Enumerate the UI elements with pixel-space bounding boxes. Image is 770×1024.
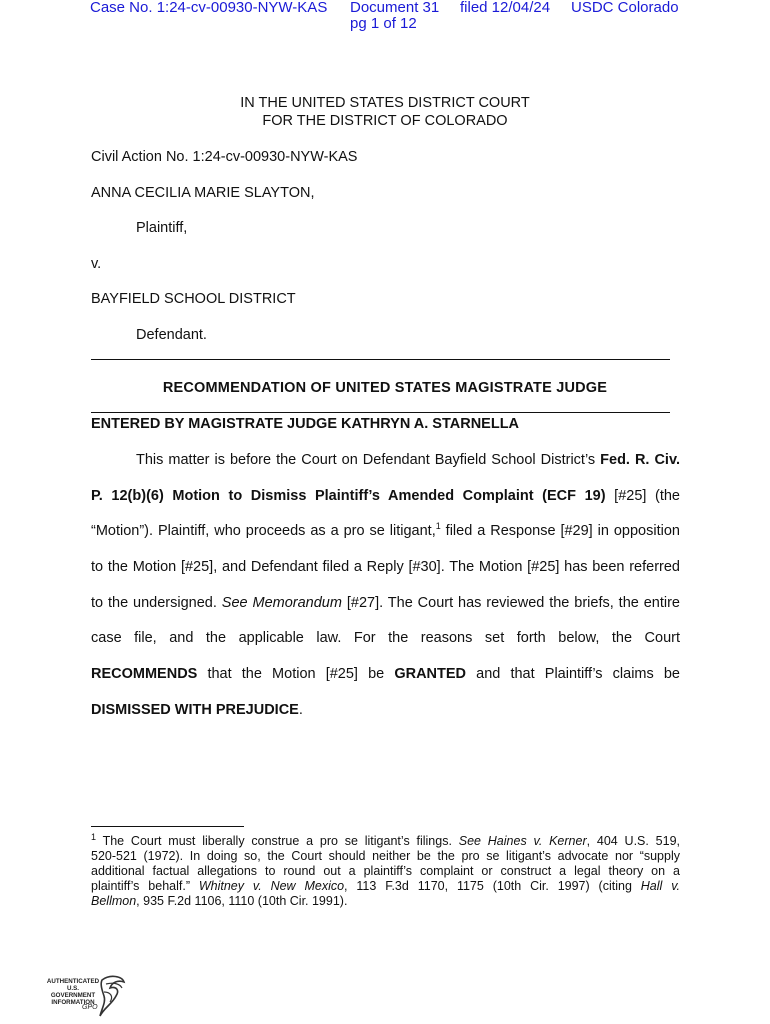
footnote-citation: See Haines v. Kerner [458, 834, 587, 848]
plaintiff-name: ANNA CECILIA MARIE SLAYTON, [91, 185, 315, 201]
footnote-mark: 1 [91, 831, 97, 842]
defendant-name: BAYFIELD SCHOOL DISTRICT [91, 291, 296, 307]
footnote-ref[interactable]: 1 [435, 521, 441, 532]
versus: v. [91, 256, 102, 272]
gpo-authenticated-logo [44, 974, 128, 1018]
footnote [91, 831, 681, 909]
entered-by: ENTERED BY MAGISTRATE JUDGE KATHRYN A. STARNELLA [91, 416, 520, 432]
footnote-line-5 [91, 894, 680, 909]
header-filed: filed 12/04/24 [460, 0, 551, 16]
header-case-no: Case No. 1:24-cv-00930-NYW-KAS [90, 0, 328, 16]
footnote-citation: Whitney v. New Mexico [198, 879, 345, 893]
footnote-text: plaintiff’s behalf.” [91, 879, 199, 893]
logo-gpo: GPO [82, 1004, 98, 1011]
body-text: “Motion”). Plaintiff, who proceeds as a pro se litigant, [91, 523, 436, 539]
body-text: to the undersigned. [91, 595, 222, 611]
logo-line-1: AUTHENTICATED [46, 978, 100, 985]
court-name-line2: FOR THE DISTRICT OF COLORADO [262, 113, 508, 129]
body-bold: DISMISSED WITH PREJUDICE [91, 702, 299, 718]
plaintiff-role: Plaintiff, [136, 220, 188, 236]
body-bold: Fed. R. Civ. [600, 452, 680, 468]
footnote-line-2: 520-521 (1972). In doing so, the Court should neither be the pro se litigant’s advocate nor “supply [91, 849, 680, 863]
body-text: [#25] (the [605, 488, 680, 504]
body-italic: See Memorandum [221, 595, 342, 611]
header-document: Document 31 [350, 0, 440, 16]
body-bold: GRANTED [394, 666, 467, 682]
footnote-line-4 [91, 879, 680, 894]
body-text: case file, and the applicable law. For the reasons set forth below, the Court [91, 630, 680, 646]
footnote-citation: Hall v. [640, 879, 680, 893]
body-line-1 [136, 451, 680, 469]
body-text: filed a Response [#29] in opposition [440, 523, 680, 539]
body-line-6 [91, 629, 680, 647]
logo-line-3: INFORMATION [51, 999, 95, 1006]
eagle-icon [44, 974, 128, 1018]
footnote-citation: Bellmon [91, 894, 137, 908]
body-line-2 [91, 487, 680, 505]
caption-rule-top [91, 359, 670, 360]
body-line-5 [91, 594, 680, 612]
logo-line-2: U.S. GOVERNMENT [50, 985, 96, 999]
footnote-text: , 113 F.3d 1170, 1175 (10th Cir. 1997) (citing [344, 879, 641, 893]
document-title: RECOMMENDATION OF UNITED STATES MAGISTRATE JUDGE [162, 380, 608, 396]
body-bold: P. 12(b)(6) Motion to Dismiss Plaintiff’s Amended Complaint (ECF 19) [91, 488, 606, 504]
footnote-text: , 404 U.S. 519, [586, 834, 681, 848]
header-page: pg 1 of 12 [350, 15, 417, 32]
court-name-line1: IN THE UNITED STATES DISTRICT COURT [240, 95, 530, 111]
body-text: This matter is before the Court on Defendant Bayfield School District’s [136, 452, 601, 468]
body-text: . [298, 702, 303, 718]
footnote-text: , 935 F.2d 1106, 1110 (10th Cir. 1991). [136, 894, 348, 908]
body-text: that the Motion [#25] be [197, 666, 395, 682]
body-text: to the Motion [#25], and Defendant filed a Reply [#30]. The Motion [#25] has been referred [91, 559, 680, 575]
body-line-3 [91, 522, 680, 540]
footnote-line-1 [91, 831, 681, 849]
footnote-rule [91, 826, 244, 827]
footnote-line-3: additional factual allegations to round out a plaintiff’s complaint or construct a legal theory on a [91, 864, 680, 878]
body-line-8 [91, 701, 680, 719]
civil-action-number: Civil Action No. 1:24-cv-00930-NYW-KAS [91, 149, 358, 165]
header-court: USDC Colorado [571, 0, 679, 16]
body-line-4 [91, 558, 680, 576]
body-text: [#27]. The Court has reviewed the briefs, the entire [341, 595, 680, 611]
body-text: and that Plaintiff’s claims be [466, 666, 680, 682]
body-bold: RECOMMENDS [91, 666, 198, 682]
body-line-7 [91, 665, 680, 683]
defendant-role: Defendant. [136, 327, 207, 343]
footnote-text: The Court must liberally construe a pro se litigant’s filings. [96, 834, 459, 848]
caption-rule-bottom [91, 412, 670, 413]
